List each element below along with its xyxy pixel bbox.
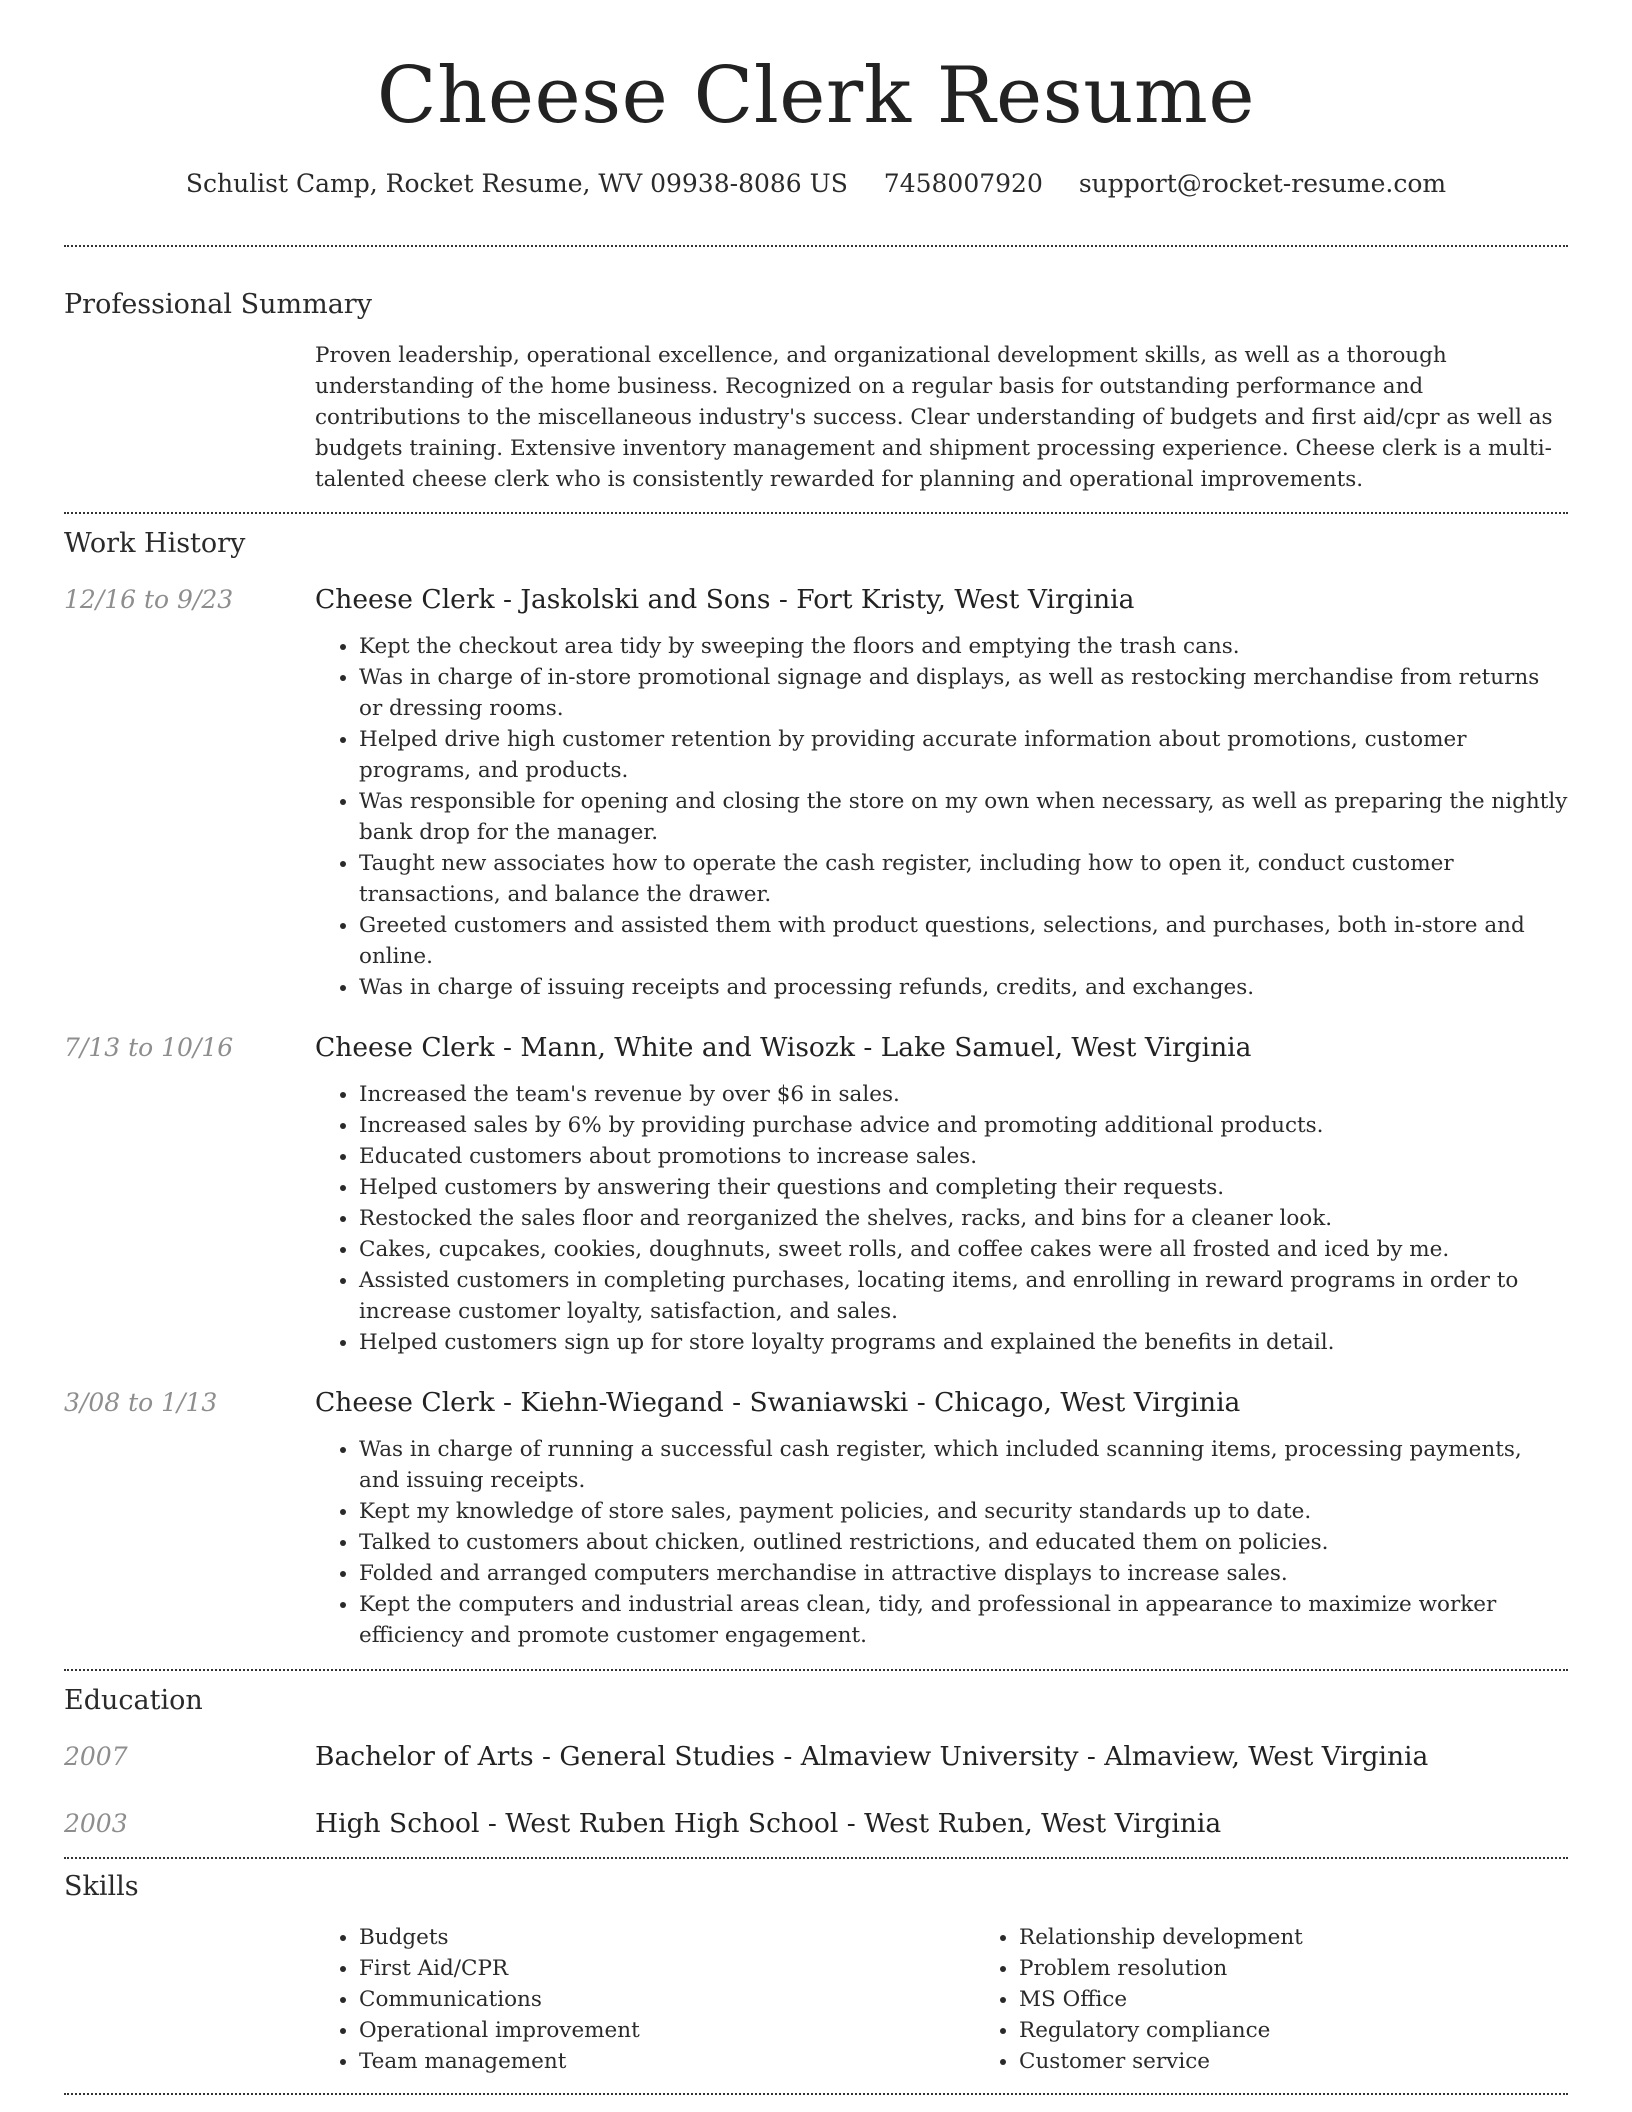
list-item: • Educated customers about promotions to increase sales. xyxy=(359,1141,1568,1172)
job-bullets xyxy=(315,1079,1568,1358)
divider-work xyxy=(64,1669,1568,1671)
list-item: • Was responsible for opening and closing the store on my own when necessary, as well as preparing the nightly bank drop for the manager. xyxy=(359,786,1568,848)
divider-skills xyxy=(64,2093,1568,2095)
skill-item: • Team management xyxy=(359,2046,975,2077)
skill-item: • MS Office xyxy=(1019,1984,1632,2015)
contact-address: Schulist Camp, Rocket Resume, WV 09938-8086 US xyxy=(185,168,848,198)
list-item: • Greeted customers and assisted them with product questions, selections, and purchases, both in-store and online. xyxy=(359,910,1568,972)
job-entry xyxy=(64,1031,1568,1358)
list-item: • Helped drive high customer retention by providing accurate information about promotions, customer programs, and products. xyxy=(359,724,1568,786)
divider-education xyxy=(64,1857,1568,1859)
skill-item: • First Aid/CPR xyxy=(359,1953,975,1984)
list-item: • Was in charge of issuing receipts and processing refunds, credits, and exchanges. xyxy=(359,972,1568,1003)
job-entry xyxy=(64,1386,1568,1651)
skill-item: • Operational improvement xyxy=(359,2015,975,2046)
skill-item: • Problem resolution xyxy=(1019,1953,1632,1984)
summary-spacer xyxy=(64,340,315,495)
list-item: • Talked to customers about chicken, outlined restrictions, and educated them on policies. xyxy=(359,1527,1568,1558)
list-item: • Restocked the sales floor and reorganized the shelves, racks, and bins for a cleaner look. xyxy=(359,1203,1568,1234)
job-title: Cheese Clerk - Jaskolski and Sons - Fort Kristy, West Virginia xyxy=(315,583,1135,615)
summary-text: Proven leadership, operational excellence, and organizational development skills, as well as a thorough understanding of the home business. Recognized on a regular basis for outstanding performance and contributions to the miscellaneous industry's success. Clear understanding of budgets and first aid/cpr as well as budgets training. Extensive inventory management and shipment processing experience. Cheese clerk is a multi-talented cheese clerk who is consistently rewarded for planning and operational improvements. xyxy=(315,342,1553,492)
education-entry xyxy=(64,1807,1568,1841)
list-item: • Assisted customers in completing purchases, locating items, and enrolling in reward programs in order to increase customer loyalty, satisfaction, and sales. xyxy=(359,1265,1568,1327)
list-item: • Increased the team's revenue by over $6 in sales. xyxy=(359,1079,1568,1110)
skills-spacer xyxy=(64,1922,315,2077)
skill-item: • Relationship development xyxy=(1019,1922,1632,1953)
contact-email: support@rocket-resume.com xyxy=(1078,168,1447,198)
list-item: • Folded and arranged computers merchandise in attractive displays to increase sales. xyxy=(359,1558,1568,1589)
education-section xyxy=(64,1683,1568,1841)
summary-section xyxy=(64,287,1568,495)
education-year: 2007 xyxy=(64,1741,128,1771)
contact-line xyxy=(64,166,1568,201)
job-dates: 12/16 to 9/23 xyxy=(64,584,234,614)
skill-item: • Budgets xyxy=(359,1922,975,1953)
skills-list-left xyxy=(315,1922,975,2077)
skills-heading: Skills xyxy=(64,1870,139,1902)
summary-heading: Professional Summary xyxy=(64,288,372,320)
job-title: Cheese Clerk - Kiehn-Wiegand - Swaniawski - Chicago, West Virginia xyxy=(315,1386,1241,1418)
job-title: Cheese Clerk - Mann, White and Wisozk - Lake Samuel, West Virginia xyxy=(315,1031,1252,1063)
list-item: • Taught new associates how to operate the cash register, including how to open it, conduct customer transactions, and balance the drawer. xyxy=(359,848,1568,910)
skills-section xyxy=(64,1869,1568,2077)
skill-item: • Customer service xyxy=(1019,2046,1632,2077)
skill-item: • Communications xyxy=(359,1984,975,2015)
list-item: • Was in charge of in-store promotional signage and displays, as well as restocking merchandise from returns or dressing rooms. xyxy=(359,662,1568,724)
list-item: • Increased sales by 6% by providing purchase advice and promoting additional products. xyxy=(359,1110,1568,1141)
list-item: • Cakes, cupcakes, cookies, doughnuts, sweet rolls, and coffee cakes were all frosted and iced by me. xyxy=(359,1234,1568,1265)
job-dates: 3/08 to 1/13 xyxy=(64,1387,218,1417)
education-year: 2003 xyxy=(64,1808,128,1838)
divider-header xyxy=(64,245,1568,247)
skill-item: • Regulatory compliance xyxy=(1019,2015,1632,2046)
resume-title: Cheese Clerk Resume xyxy=(376,51,1256,141)
divider-summary xyxy=(64,512,1568,514)
job-entry xyxy=(64,583,1568,1003)
contact-phone: 7458007920 xyxy=(883,168,1043,198)
list-item: • Kept the checkout area tidy by sweeping the floors and emptying the trash cans. xyxy=(359,631,1568,662)
list-item: • Kept my knowledge of store sales, payment policies, and security standards up to date. xyxy=(359,1496,1568,1527)
work-history-section xyxy=(64,526,1568,1651)
list-item: • Was in charge of running a successful cash register, which included scanning items, processing payments, and issuing receipts. xyxy=(359,1434,1568,1496)
resume-header xyxy=(64,0,1568,201)
job-dates: 7/13 to 10/16 xyxy=(64,1032,234,1062)
job-bullets xyxy=(315,1434,1568,1651)
education-heading: Education xyxy=(64,1684,203,1716)
list-item: • Kept the computers and industrial areas clean, tidy, and professional in appearance to maximize worker efficiency and promote customer engagement. xyxy=(359,1589,1568,1651)
job-bullets xyxy=(315,631,1568,1003)
skills-columns xyxy=(315,1922,1632,2077)
education-degree: High School - West Ruben High School - West Ruben, West Virginia xyxy=(315,1807,1222,1839)
education-entry xyxy=(64,1740,1568,1774)
work-history-heading: Work History xyxy=(64,527,246,559)
list-item: • Helped customers by answering their questions and completing their requests. xyxy=(359,1172,1568,1203)
list-item: • Helped customers sign up for store loyalty programs and explained the benefits in detail. xyxy=(359,1327,1568,1358)
skills-list-right xyxy=(975,1922,1632,2077)
education-degree: Bachelor of Arts - General Studies - Almaview University - Almaview, West Virginia xyxy=(315,1740,1429,1772)
